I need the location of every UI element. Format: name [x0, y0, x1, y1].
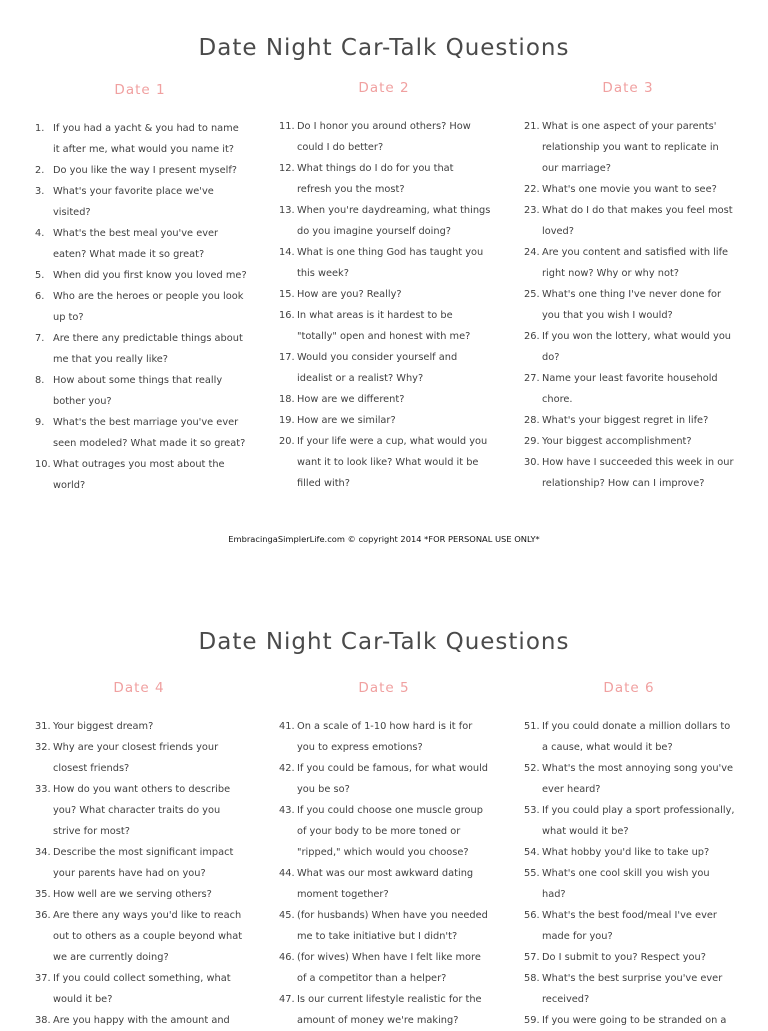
question-item	[524, 842, 736, 863]
question-number: 17.	[279, 352, 295, 363]
question-number: 33.	[35, 784, 51, 795]
question-text: What was our most awkward dating moment together?	[297, 868, 474, 900]
question-text: What's the best marriage you've ever seen modeled? What made it so great?	[53, 417, 246, 449]
column-heading-date-6: Date 6	[603, 680, 655, 696]
question-text: (for wives) When have I felt like more of a competitor than a helper?	[297, 952, 481, 984]
question-text: If you won the lottery, what would you do?	[542, 331, 732, 363]
column-heading-date-4: Date 4	[113, 680, 165, 696]
question-number: 8.	[35, 375, 45, 386]
question-number: 36.	[35, 910, 51, 921]
question-text: How about some things that really bother you?	[53, 375, 223, 407]
question-item	[35, 884, 247, 905]
question-text: Your biggest accomplishment?	[542, 436, 692, 447]
question-item	[35, 842, 247, 884]
question-item	[279, 863, 491, 905]
question-text: If you could be famous, for what would you be so?	[297, 763, 489, 795]
question-text: Who are the heroes or people you look up to?	[53, 291, 244, 323]
question-text: Is our current lifestyle realistic for the amount of money we're making?	[297, 994, 482, 1026]
question-list	[279, 716, 491, 1031]
question-text: How have I succeeded this week in our relationship? How can I improve?	[542, 457, 734, 489]
question-text: How are we similar?	[297, 415, 396, 426]
question-text: Do you like the way I present myself?	[53, 165, 237, 176]
question-text: If you were going to be stranded on a	[542, 1015, 727, 1026]
question-item	[524, 905, 736, 947]
question-number: 15.	[279, 289, 295, 300]
question-number: 30.	[524, 457, 540, 468]
question-number: 28.	[524, 415, 540, 426]
question-text: What is one aspect of your parents' relationship you want to replicate in our marriage?	[542, 121, 719, 174]
question-number: 4.	[35, 228, 45, 239]
column-heading-date-5: Date 5	[358, 680, 410, 696]
question-text: What's the most annoying song you've ever heard?	[542, 763, 734, 795]
question-number: 32.	[35, 742, 51, 753]
question-number: 1.	[35, 123, 45, 134]
question-text: How do you want others to describe you? What character traits do you strive for most?	[53, 784, 231, 837]
question-item	[35, 1010, 247, 1031]
question-text: Why are your closest friends your closest friends?	[53, 742, 219, 774]
question-text: Are there any ways you'd like to reach out to others as a couple beyond what we are currently doing?	[53, 910, 243, 963]
question-text: What things do I do for you that refresh you the most?	[297, 163, 454, 195]
question-text: Would you consider yourself and idealist or a realist? Why?	[297, 352, 458, 384]
question-text: Are you happy with the amount and	[53, 1015, 230, 1026]
question-text: How are we different?	[297, 394, 405, 405]
question-text: When you're daydreaming, what things do you imagine yourself doing?	[297, 205, 491, 237]
question-text: What's one movie you want to see?	[542, 184, 717, 195]
question-text: (for husbands) When have you needed me to take initiative but I didn't?	[297, 910, 488, 942]
question-text: When did you first know you loved me?	[53, 270, 247, 281]
question-number: 34.	[35, 847, 51, 858]
question-number: 16.	[279, 310, 295, 321]
question-number: 37.	[35, 973, 51, 984]
question-number: 23.	[524, 205, 540, 216]
question-text: Your biggest dream?	[53, 721, 154, 732]
question-text: Do I submit to you? Respect you?	[542, 952, 706, 963]
question-number: 55.	[524, 868, 540, 879]
question-text: If you could choose one muscle group of your body to be more toned or "ripped," which would you choose?	[297, 805, 483, 858]
question-text: Do I honor you around others? How could I do better?	[297, 121, 471, 153]
question-item	[279, 716, 491, 758]
question-number: 6.	[35, 291, 45, 302]
question-number: 20.	[279, 436, 295, 447]
question-item	[279, 758, 491, 800]
question-number: 14.	[279, 247, 295, 258]
question-number: 53.	[524, 805, 540, 816]
question-number: 5.	[35, 270, 45, 281]
question-number: 47.	[279, 994, 295, 1005]
question-item	[524, 863, 736, 905]
question-number: 42.	[279, 763, 295, 774]
question-text: What's one thing I've never done for you that you wish I would?	[542, 289, 722, 321]
question-item	[524, 968, 736, 1010]
question-item	[35, 968, 247, 1010]
question-text: If you could donate a million dollars to a cause, what would it be?	[542, 721, 731, 753]
question-number: 46.	[279, 952, 295, 963]
question-text: What's your favorite place we've visited?	[53, 186, 214, 218]
question-number: 19.	[279, 415, 295, 426]
question-number: 26.	[524, 331, 540, 342]
question-item	[524, 800, 736, 842]
question-text: Are there any predictable things about me that you really like?	[53, 333, 243, 365]
question-number: 58.	[524, 973, 540, 984]
question-number: 56.	[524, 910, 540, 921]
question-text: What's the best surprise you've ever received?	[542, 973, 723, 1005]
question-item	[524, 716, 736, 758]
question-number: 10.	[35, 459, 51, 470]
column-heading-date-3: Date 3	[602, 80, 654, 96]
question-number: 44.	[279, 868, 295, 879]
question-number: 43.	[279, 805, 295, 816]
question-item	[279, 800, 491, 863]
question-number: 2.	[35, 165, 45, 176]
question-item	[524, 758, 736, 800]
sheet-title: Date Night Car-Talk Questions	[198, 629, 570, 655]
question-number: 35.	[35, 889, 51, 900]
question-number: 24.	[524, 247, 540, 258]
question-text: What's the best meal you've ever eaten? What made it so great?	[53, 228, 219, 260]
question-number: 27.	[524, 373, 540, 384]
question-list	[524, 716, 736, 1031]
copyright-footer: EmbracingaSimplerLife.com © copyright 2014 *FOR PERSONAL USE ONLY*	[228, 534, 540, 544]
question-text: If you could collect something, what would it be?	[53, 973, 231, 1005]
question-text: If you could play a sport professionally, what would it be?	[542, 805, 735, 837]
question-text: What's one cool skill you wish you had?	[542, 868, 710, 900]
question-text: How are you? Really?	[297, 289, 402, 300]
question-item	[35, 779, 247, 842]
question-text: Describe the most significant impact your parents have had on you?	[53, 847, 234, 879]
question-number: 21.	[524, 121, 540, 132]
question-text: What do I do that makes you feel most loved?	[542, 205, 733, 237]
question-item	[35, 737, 247, 779]
question-text: What's the best food/meal I've ever made for you?	[542, 910, 717, 942]
question-number: 31.	[35, 721, 51, 732]
question-number: 9.	[35, 417, 45, 428]
question-number: 54.	[524, 847, 540, 858]
question-number: 45.	[279, 910, 295, 921]
sheet-title: Date Night Car-Talk Questions	[198, 35, 570, 61]
question-text: Name your least favorite household chore.	[542, 373, 718, 405]
column-heading-date-2: Date 2	[358, 80, 410, 96]
question-number: 18.	[279, 394, 295, 405]
question-text: In what areas is it hardest to be "totally" open and honest with me?	[297, 310, 471, 342]
question-item	[279, 905, 491, 947]
question-text: On a scale of 1-10 how hard is it for you to express emotions?	[297, 721, 473, 753]
question-number: 3.	[35, 186, 45, 197]
question-number: 22.	[524, 184, 540, 195]
question-text: If you had a yacht & you had to name it after me, what would you name it?	[53, 123, 239, 155]
question-list	[35, 716, 247, 1031]
question-item	[35, 905, 247, 968]
question-number: 59.	[524, 1015, 540, 1026]
question-number: 38.	[35, 1015, 51, 1026]
question-number: 29.	[524, 436, 540, 447]
question-number: 12.	[279, 163, 295, 174]
question-text: How well are we serving others?	[53, 889, 212, 900]
question-number: 41.	[279, 721, 295, 732]
question-item	[524, 947, 736, 968]
question-text: Are you content and satisfied with life right now? Why or why not?	[542, 247, 729, 279]
question-text: What's your biggest regret in life?	[542, 415, 709, 426]
question-text: If your life were a cup, what would you want it to look like? What would it be filled with?	[297, 436, 488, 489]
question-item	[524, 1010, 736, 1031]
question-number: 11.	[279, 121, 295, 132]
question-number: 7.	[35, 333, 45, 344]
question-text: What outrages you most about the world?	[53, 459, 225, 491]
question-number: 51.	[524, 721, 540, 732]
question-number: 25.	[524, 289, 540, 300]
column-heading-date-1: Date 1	[114, 82, 166, 98]
question-number: 13.	[279, 205, 295, 216]
question-item	[279, 947, 491, 989]
question-item	[35, 716, 247, 737]
question-item	[279, 989, 491, 1031]
question-number: 52.	[524, 763, 540, 774]
question-text: What is one thing God has taught you this week?	[297, 247, 484, 279]
question-number: 57.	[524, 952, 540, 963]
question-text: What hobby you'd like to take up?	[542, 847, 710, 858]
